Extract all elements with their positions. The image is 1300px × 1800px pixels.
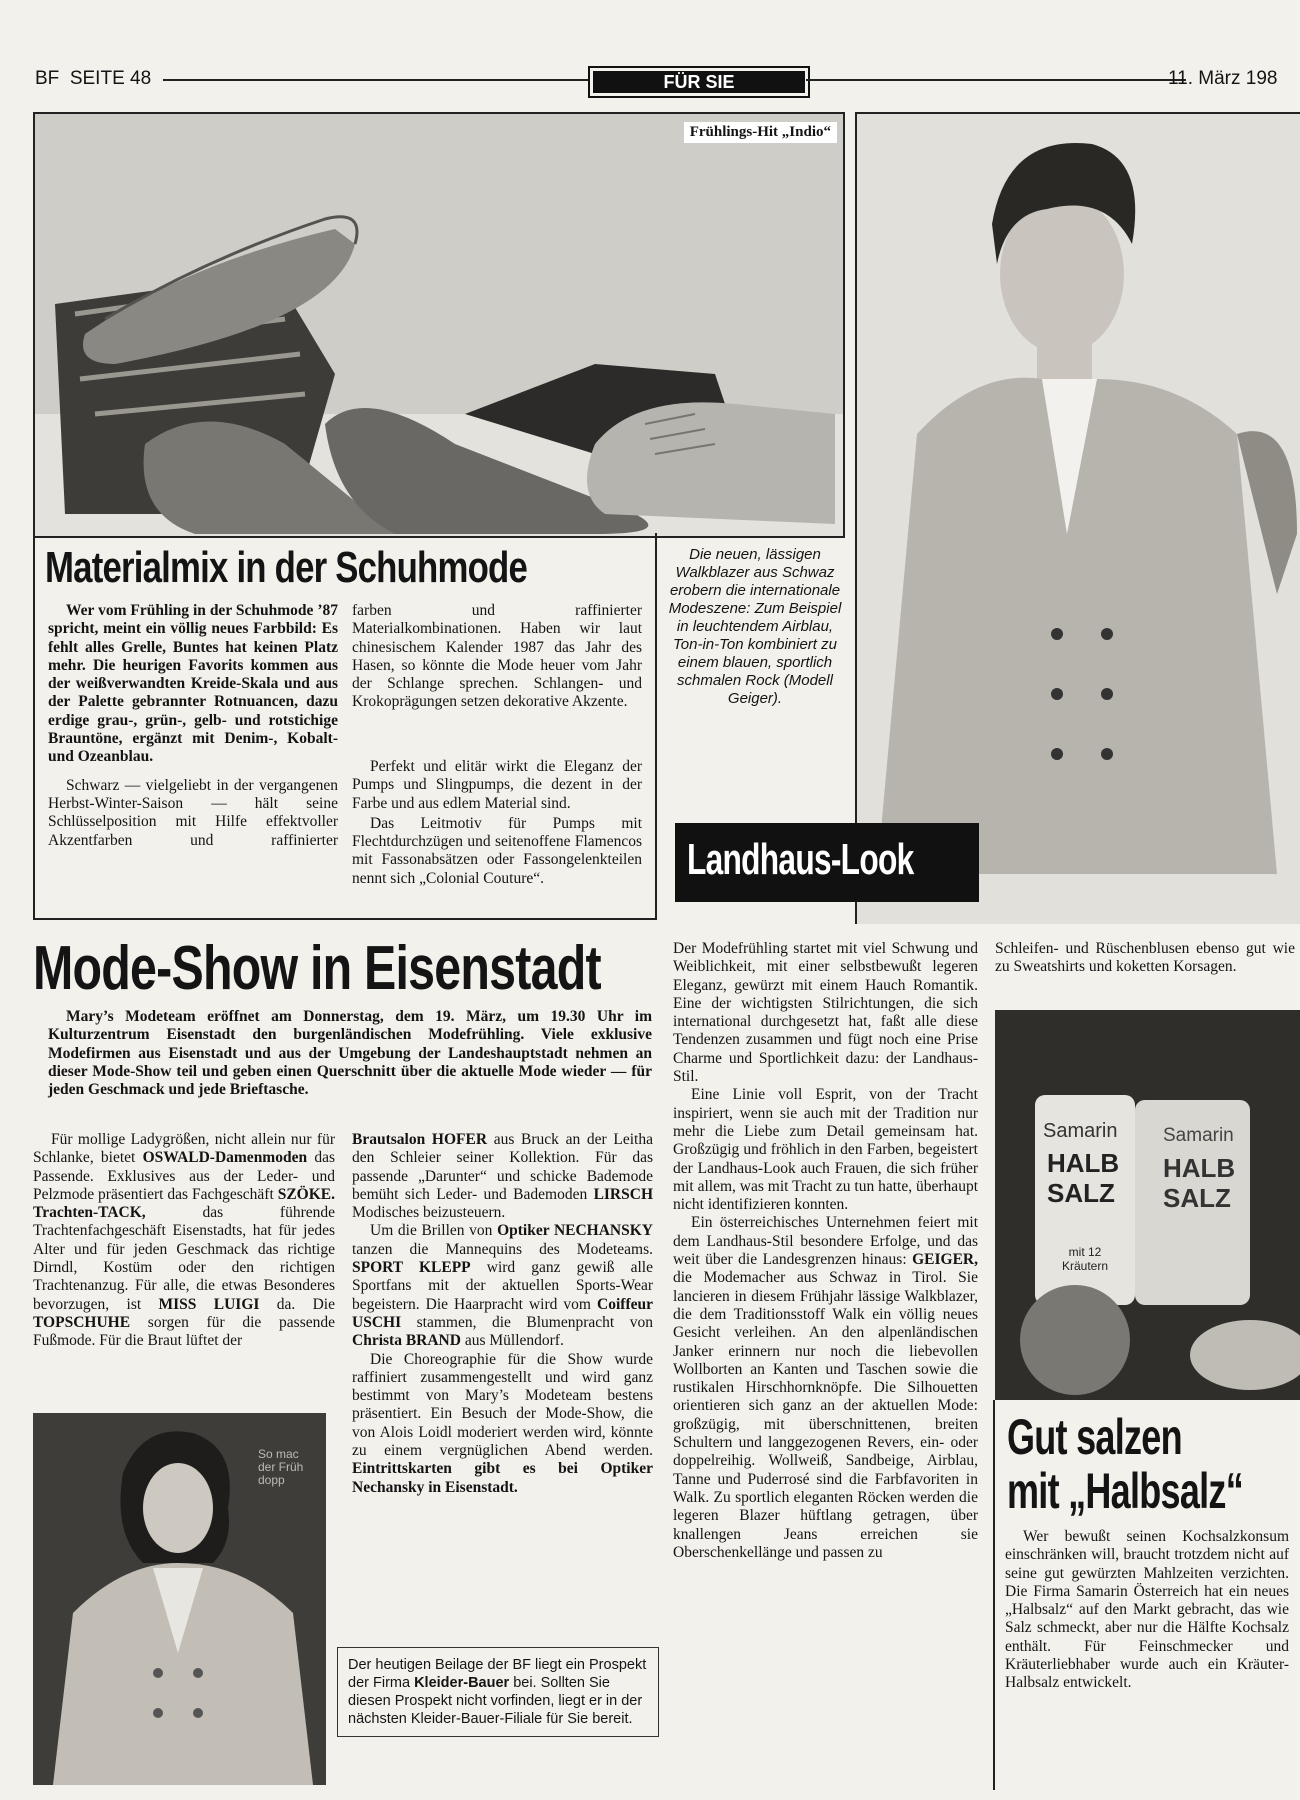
jar-brand-right: Samarin — [1163, 1125, 1234, 1146]
modeshow-headline: Mode-Show in Eisenstadt — [33, 934, 601, 1003]
section-label — [588, 66, 810, 98]
issue-date: 11. März 198 — [1168, 68, 1278, 89]
blazer-caption: Die neuen, lässigen Walkblazer aus Schwaz erobern die internationale Modeszene: Zum Beispiel in leuchtendem Airblau, Ton-in-Ton kombiniert zu einem blauen, sportlich schmalen Rock (Modell Geiger). — [668, 546, 842, 707]
modeshow-lead: Mary’s Modeteam eröffnet am Donnerstag, dem 19. März, um 19.30 Uhr im Kulturzentrum Eisenstadt den burgenländischen Modefrühling. Viele exklusive Modefirmen aus Eisenstadt und aus der Umgebung der Landeshauptstadt nehmen an dieser Mode-Show teil und geben einen Querschnitt über die aktuelle Mode wieder — für jeden Geschmack und jede Brieftasche. — [48, 1008, 652, 1099]
halbsalz-photo — [995, 1010, 1300, 1400]
shoes-illustration — [35, 114, 843, 536]
landhaus-p3: Ein österreichisches Unternehmen feiert mit dem Landhaus-Stil besondere Erfolge, und das weit über die Landesgrenzen hinaus: GEIGER, die Modemacher aus Schwaz in Tirol. Sie lancieren in diesem Frühjahr lässige Walkblazer, die dem Traditionsstoff Walk ein völlig neues Gesicht verleihen. An den alpenländischen Janker erinnern nur noch die liebevollen Wollborten an Kanten und Taschen sowie die rustikalen Hirschhornknöpfe. Die Silhouetten orientieren sich ganz an der aktuellen Mode: großzügig, mit überschnittenen, breiten Schultern und langgezogenen Revers, ein- oder doppelreihig. Wollweiß, Sandbeige, Airblau, Tanne und Puderrosé sind die Farbfavoriten in Walk. Zu sportlich eleganten Röcken werden die legeren Blazer hüftlang getragen, über knallengen Jeans erreichen sie Oberschenkellänge und passen zu — [673, 1214, 978, 1561]
schuhmode-p3: Das Leitmotiv für Pumps mit Flechtdurchzügen und seitenoffene Flamencos mit Fassonabsätzen oder Fassongelenkteilen nennt sich „Colonial Couture“. — [352, 814, 642, 887]
landhaus-p1: Der Modefrühling startet mit viel Schwung und Weiblichkeit, mit einer selbstbewußt legeren Eleganz, gewürzt mit einem Hauch Romantik. Eine der wichtigsten Stilrichtungen, die sich international durchgesetzt hat, faßt alle diese Tendenzen zusammen und fügt noch eine Prise Charme und Sportlichkeit dazu: der Landhaus-Stil. — [673, 940, 978, 1086]
shoes-photo — [33, 112, 845, 538]
landhaus-label: Landhaus-Look — [687, 835, 914, 884]
schuhmode-lead: Wer vom Frühling in der Schuhmode ’87 spricht, meint ein völlig neues Farbbild: Es fehlt alles Grelle, Buntes hat keinen Platz mehr. Die heurigen Favorits kommen aus der weißverwandten Kreide-Skala und aus der Palette gebrannter Rotnuancen, dazu erdige grau-, grün-, gelb- und rotstichige Brauntöne, ergänzt mit Denim-, Kobalt- und Ozeanblau. — [48, 602, 338, 766]
landhaus-column — [673, 940, 978, 1562]
halbsalz-headline-1: Gut salzen — [1007, 1409, 1182, 1465]
modeshow-col2 — [352, 1131, 653, 1497]
trenchcoat-photo — [33, 1413, 326, 1785]
landhaus-label-box — [675, 823, 979, 902]
schuhmode-col1 — [48, 602, 338, 850]
photo-watermark: So mac der Früh dopp — [258, 1447, 304, 1487]
page-number: BF SEITE 48 — [35, 68, 152, 89]
schuhmode-p2: Perfekt und elitär wirkt die Eleganz der Pumps und Slingpumps, die dezent in der Farbe und aus edlem Material sind. — [352, 758, 642, 812]
schuhmode-p1: Schwarz — vielgeliebt in der vergangenen Herbst-Winter-Saison — hält seine Schlüsselposition mit Hilfe effektvoller Akzentfarben und raffinierter — [48, 776, 338, 849]
jar-line2-left: SALZ — [1047, 1178, 1115, 1208]
halbsalz-jars-illustration — [995, 1010, 1300, 1400]
halbsalz-body: Wer bewußt seinen Kochsalzkonsum einschränken will, braucht trotzdem nicht auf seine gut gewürzten Mahlzeiten verzichten. Die Firma Samarin Österreich hat ein neues „Halbsalz“ auf den Markt gebracht, das wie Salz schmeckt, aber nur die Hälfte Kochsalz enthält. Für Feinschmecker und Kräuterliebhaber wurde auch ein Kräuter-Halbsalz entwickelt. — [1005, 1528, 1289, 1692]
jar-brand-left: Samarin — [1043, 1120, 1118, 1142]
jar-line2-right: SALZ — [1163, 1183, 1231, 1213]
halbsalz-article-box — [993, 1400, 1300, 1790]
landhaus-p4: Schleifen- und Rüschenblusen ebenso gut wie zu Sweatshirts und koketten Korsagen. — [995, 940, 1295, 976]
modeshow-lead-box — [48, 1008, 652, 1099]
modeshow-col1 — [33, 1131, 335, 1351]
header-rule-right — [806, 79, 1186, 81]
beilage-notice: Der heutigen Beilage der BF liegt ein Prospekt der Firma Kleider-Bauer bei. Sollten Sie diesen Prospekt nicht vorfinden, liegt er in der nächsten Kleider-Bauer-Filiale für Sie bereit. — [337, 1647, 659, 1737]
blazer-model-illustration — [857, 114, 1300, 924]
jar-badge: mit 12 Kräutern — [1061, 1245, 1109, 1273]
modeshow-col1-text: Für mollige Ladygrößen, nicht allein nur für Schlanke, bietet OSWALD-Damenmoden das Passende. Exklusives aus der Leder- und Pelzmode präsentiert das Fachgeschäft SZÖKE. Trachten-TACK, das führende Trachtenfachgeschäft Eisenstadts, hat für jedes Alter und für jeden Geschmack das richtige Dirndl, Kostüm oder den richtigen Trachtenanzug. Für alle, die etwas Besonderes bevorzugen, ist MISS LUIGI da. Die TOPSCHUHE sorgen für die passende Fußmode. Für die Braut lüftet der — [33, 1131, 335, 1350]
modeshow-col2-p2: Um die Brillen von Optiker NECHANSKY tanzen die Mannequins des Modeteams. SPORT KLEPP wird ganz gewiß alle Sportfans mit der aktuellen Sports-Wear begeistern. Die Haarpracht wird vom Coiffeur USCHI stammen, die Blumenpracht von Christa BRAND aus Müllendorf. — [352, 1222, 653, 1350]
jar-line1-left: HALB — [1047, 1148, 1120, 1178]
section-title: FÜR SIE — [593, 71, 805, 93]
page-header — [35, 66, 1300, 96]
schuhmode-headline: Materialmix in der Schuhmode — [45, 543, 528, 592]
modeshow-col2-p3: Die Choreographie für die Show wurde raffiniert zusammengestellt und wird ganz bestimmt von Mary’s Modeteam bestens präsentiert. Ein Besuch der Mode-Show, die von Alois Loidl moderiert werden wird, könnte zu einem vergnüglichen Abend werden. Eintrittskarten gibt es bei Optiker Nechansky in Eisenstadt. — [352, 1350, 653, 1496]
jar-line1-right: HALB — [1163, 1153, 1236, 1183]
schuhmode-p1-cont: farben und raffinierter Materialkombinationen. Haben wir laut chinesischem Kalender 1987 das Jahr des Hasen, so könnte die Mode heuer vom Jahr der Schlange sprechen. Schlangen- und Krokoprägungen setzen dekorative Akzente. — [352, 602, 642, 711]
schuhmode-col2 — [352, 602, 642, 888]
blazer-photo — [855, 112, 1300, 924]
photo-label: Frühlings-Hit „Indio“ — [684, 122, 837, 143]
halbsalz-headline-2: mit „Halbsalz“ — [1007, 1463, 1243, 1519]
header-rule-left — [163, 79, 588, 81]
landhaus-continuation — [995, 940, 1295, 977]
modeshow-col2-p1: Brautsalon HOFER aus Bruck an der Leitha den Schleier seiner Kollektion. Für das passende „Darunter“ und schicke Bademode bemüht sich Leder- und Bademoden LIRSCH Modisches beizusteuern. — [352, 1131, 653, 1222]
landhaus-p2: Eine Linie voll Esprit, von der Tracht inspiriert, wenn sie auch mit der Tradition nur mehr die Liebe zum Detail gemeinsam hat. Großzügig und fröhlich in den Farben, begeistert der Landhaus-Look auch Frauen, die sich früher mit allem, was mit Tracht zu tun hatte, überhaupt nicht identifizieren konnten. — [673, 1086, 978, 1214]
